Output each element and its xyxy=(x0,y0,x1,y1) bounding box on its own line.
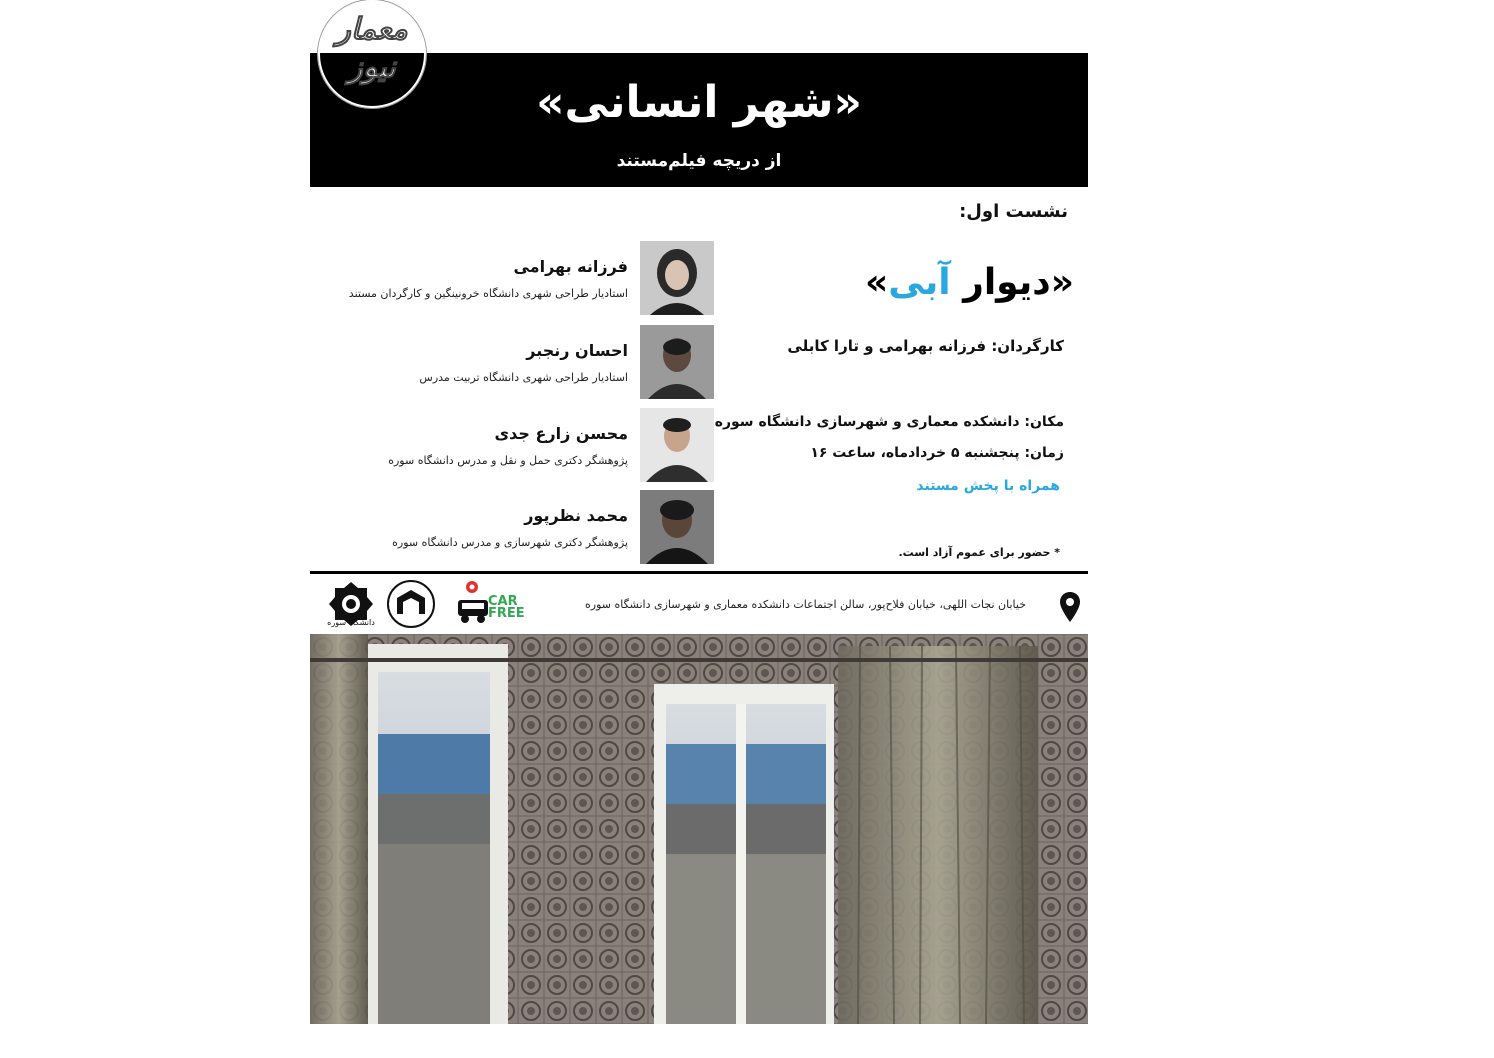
film-still-photo xyxy=(310,634,1088,1024)
car-free-text-1: CAR xyxy=(488,594,518,609)
film-title xyxy=(865,262,1074,303)
faculty-logo xyxy=(384,578,438,630)
speaker-card xyxy=(314,408,714,484)
logo-text-line1: معمار xyxy=(336,12,408,47)
memar-news-watermark-logo xyxy=(318,0,426,108)
venue-address: خیابان نجات اللهی، خیابان فلاح‌پور، سالن اجتماعات دانشکده معماری و شهرسازی دانشگاه سوره xyxy=(585,598,1026,611)
speaker-card xyxy=(314,490,714,566)
speaker-role: پژوهشگر دکتری شهرسازی و مدرس دانشگاه سوره xyxy=(392,536,628,549)
speaker-card xyxy=(314,325,714,401)
car-free-text-2: FREE xyxy=(488,606,525,621)
poster-title: «شهر انسانی» xyxy=(536,77,862,128)
speaker-name: محسن زارع جدی xyxy=(494,424,628,443)
film-title-part3: » xyxy=(865,262,889,303)
soore-university-logo xyxy=(324,578,378,630)
speaker-name: محمد نظرپور xyxy=(524,506,628,525)
film-title-highlight: آبی xyxy=(888,262,951,303)
poster-header xyxy=(310,53,1088,187)
speaker-photo xyxy=(640,490,714,564)
time-line: زمان: پنجشنبه ۵ خردادماه، ساعت ۱۶ xyxy=(810,445,1064,461)
speaker-role: استادیار طراحی شهری دانشگاه خرونینگین و کارگردان مستند xyxy=(348,287,628,300)
soore-logo-label: دانشگاه سوره xyxy=(327,618,375,627)
director-line: کارگردان: فرزانه بهرامی و تارا کابلی xyxy=(787,337,1064,355)
speaker-photo xyxy=(640,408,714,482)
film-title-part1: «دیوار xyxy=(950,262,1074,303)
speaker-role: استادیار طراحی شهری دانشگاه تربیت مدرس xyxy=(419,371,628,384)
logo-text-line2: نیوز xyxy=(348,50,396,85)
session-label: نشست اول: xyxy=(959,201,1068,222)
attendance-note: * حضور برای عموم آزاد است. xyxy=(898,546,1060,559)
speaker-name: فرزانه بهرامی xyxy=(513,257,628,276)
screening-line: همراه با پخش مستند xyxy=(916,478,1060,494)
poster-subtitle: از دریچه فیلم‌مستند xyxy=(616,151,782,171)
speaker-name: احسان رنجبر xyxy=(526,341,628,360)
divider-rule xyxy=(310,571,1088,574)
map-pin-icon xyxy=(1060,592,1080,626)
speaker-role: پژوهشگر دکتری حمل و نقل و مدرس دانشگاه سوره xyxy=(388,454,628,467)
event-poster xyxy=(310,0,1088,1024)
car-free-day-logo xyxy=(452,578,525,630)
speaker-photo xyxy=(640,241,714,315)
speaker-card xyxy=(314,241,714,317)
speaker-photo xyxy=(640,325,714,399)
place-line: مکان: دانشکده معماری و شهرسازی دانشگاه سوره xyxy=(714,414,1064,430)
